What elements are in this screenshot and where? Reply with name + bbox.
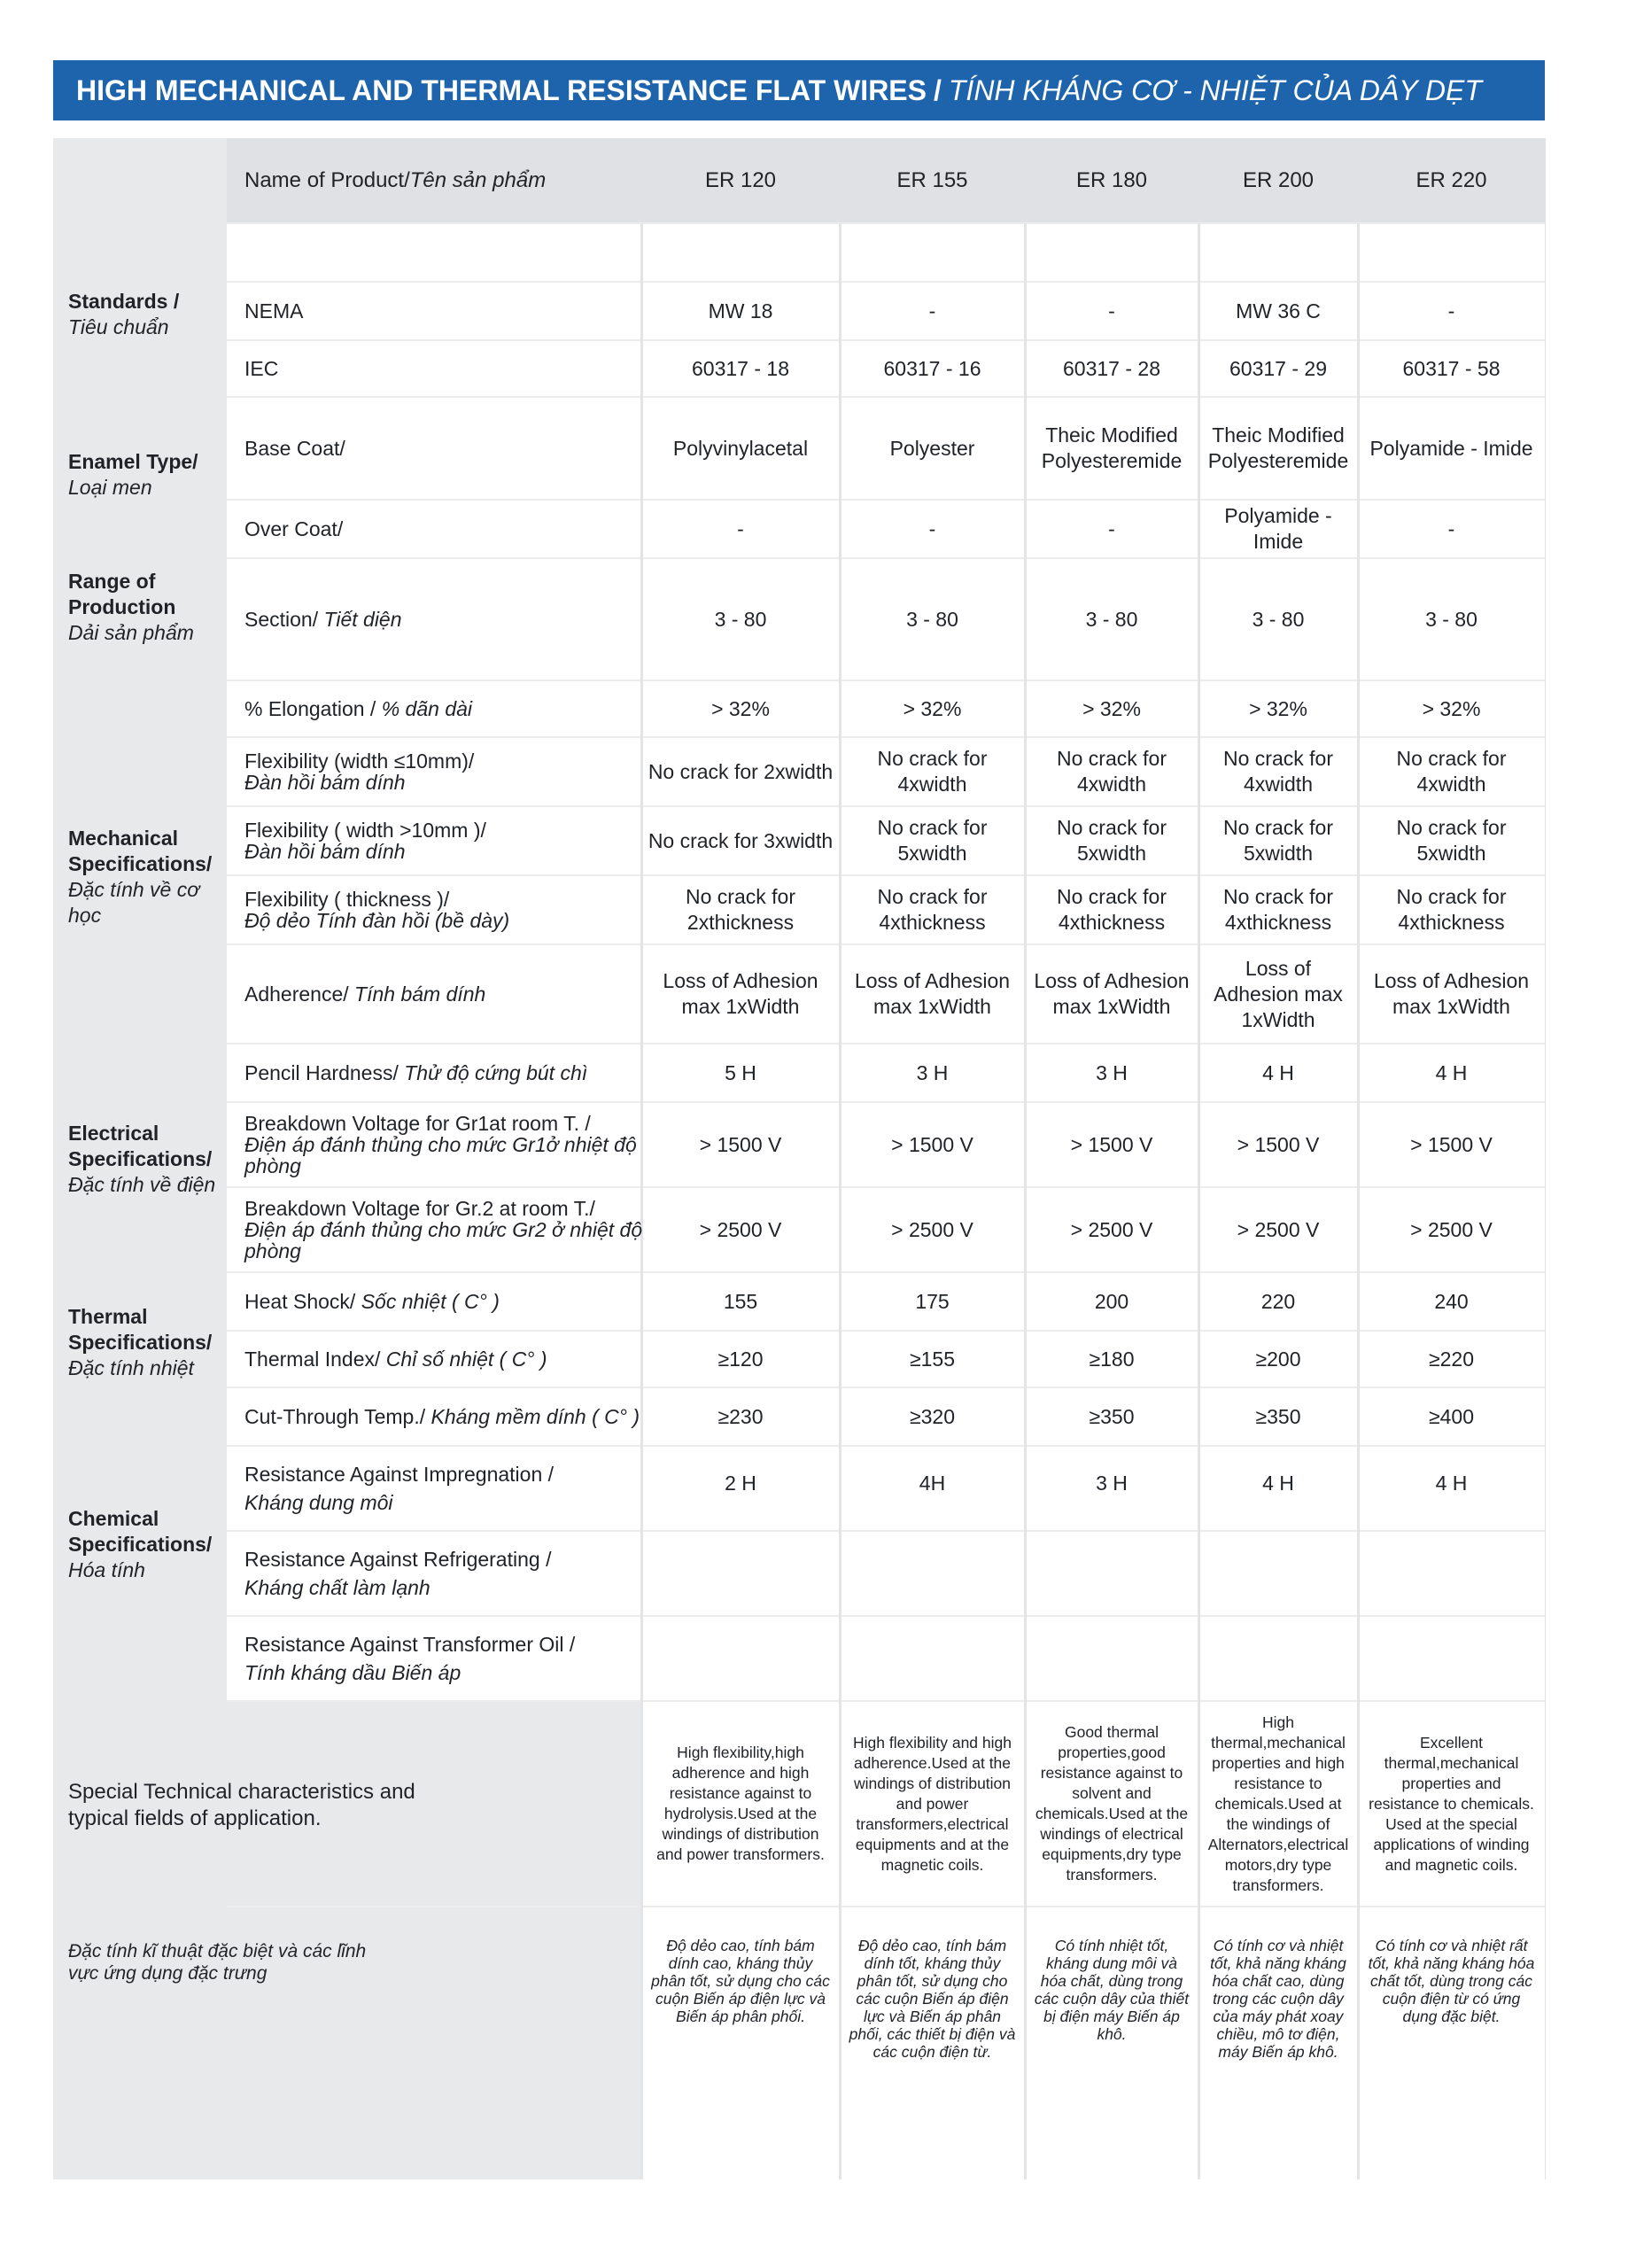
spec-value: No crack for 4xwidth [1057, 747, 1167, 796]
category-enamel-en: Enamel Type/ [68, 450, 198, 473]
spec-value [641, 1616, 840, 1701]
category-enamel-vi: Loại men [68, 476, 152, 499]
title-en: HIGH MECHANICAL AND THERMAL RESISTANCE FLAT WIRES [76, 74, 927, 106]
spec-value: 4 H [1435, 1472, 1468, 1495]
category-standards [68, 289, 228, 340]
spec-value: > 32% [1422, 696, 1481, 720]
row-label [244, 737, 652, 806]
spec-value: Loss of Adhesion max 1xWidth [663, 969, 818, 1018]
row-label-en: Resistance Against Transformer Oil / [244, 1633, 576, 1656]
spec-value: 4H [919, 1472, 946, 1495]
row-label-line [244, 1198, 652, 1219]
row-label [244, 944, 652, 1044]
spec-value: ≥180 [1089, 1347, 1135, 1371]
spec-value: - [737, 517, 744, 540]
spec-value: > 2500 V [891, 1217, 973, 1241]
row-label-vi: Tiết diện [323, 608, 402, 631]
spec-value: Theic Modified Polyesteremide [1207, 423, 1349, 472]
spec-value: 5 H [725, 1060, 756, 1084]
row-label-line [244, 1113, 652, 1134]
product-header: ER 180 [1075, 168, 1148, 192]
spec-value: No crack for 4xthickness [1223, 885, 1333, 934]
spec-value: No crack for 4xthickness [1396, 885, 1507, 934]
row-label-line [244, 1062, 652, 1084]
row-label-vi: Kháng dung môi [244, 1491, 393, 1514]
category-chemical-vi: Hóa tính [68, 1558, 145, 1581]
row-label-line [244, 983, 652, 1005]
spec-value: > 1500 V [891, 1132, 973, 1156]
row-label-en: Base Coat/ [244, 437, 345, 460]
row-label-en: IEC [244, 357, 279, 380]
spec-value: 175 [915, 1289, 950, 1313]
spec-value: > 32% [711, 696, 770, 720]
row-label-line [244, 750, 652, 772]
row-label-vi: Điện áp đánh thủng cho mức Gr2 ở nhiệt độ phòng [244, 1218, 643, 1262]
row-label [244, 1102, 652, 1187]
spec-value [641, 1531, 840, 1616]
spec-value: ≥220 [1429, 1347, 1474, 1371]
row-label-en: NEMA [244, 299, 304, 322]
row-label-line [244, 518, 652, 540]
special-label-vi: Đặc tính kĩ thuật đặc biệt và các lĩnh vực ứng dụng đặc trưng [68, 1941, 367, 1984]
row-label-vi: Tính kháng dầu Biến áp [244, 1661, 461, 1684]
row-label [244, 558, 652, 680]
row-label-vi: Đàn hồi bám dính [244, 840, 406, 863]
spec-value: 3 H [1096, 1472, 1128, 1495]
spec-value: ≥155 [910, 1347, 955, 1371]
row-label [244, 282, 652, 340]
spec-value: Loss of Adhesion max 1xWidth [1214, 956, 1343, 1031]
spec-value [1358, 1531, 1545, 1616]
spec-value: 155 [723, 1289, 758, 1313]
category-electrical-en: Electrical Specifications/ [68, 1122, 213, 1170]
row-label [244, 1531, 652, 1616]
spec-value: 3 - 80 [1252, 607, 1305, 631]
special-characteristic-en: Excellent thermal,mechanical properties and resistance to chemicals. Used at the special applications of winding and magnetic coils. [1369, 1733, 1534, 1874]
row-label-line [244, 609, 652, 630]
spec-value: > 1500 V [1070, 1132, 1153, 1156]
spec-value: 240 [1434, 1289, 1469, 1313]
row-label [244, 1616, 652, 1701]
spec-value: 3 - 80 [714, 607, 767, 631]
spec-value: 4 H [1262, 1472, 1294, 1495]
category-thermal-en: Thermal Specifications/ [68, 1305, 213, 1354]
spec-value: No crack for 3xwidth [648, 828, 834, 852]
spec-value: - [1447, 299, 1455, 322]
spec-value: No crack for 4xthickness [1057, 885, 1167, 934]
spec-value: No crack for 5xwidth [877, 816, 988, 865]
category-enamel [68, 449, 228, 501]
special-characteristic-vi: Có tính cơ và nhiệt tốt, khả năng kháng hóa chất cao, dùng trong các cuộn dây của máy phát xoay chiều, mô tơ điện, máy Biến áp khô. [1210, 1937, 1346, 2061]
row-label-line: % Elongation / % dãn dài [244, 697, 473, 720]
spec-value: > 1500 V [699, 1132, 782, 1156]
spec-value: 4 H [1435, 1060, 1468, 1084]
spec-value: MW 36 C [1236, 299, 1321, 322]
special-label-en: Special Technical characteristics and typical fields of application. [68, 1780, 415, 1830]
row-label-en: Heat Shock/ [244, 1290, 356, 1313]
row-label-line [244, 1634, 652, 1655]
row-label-vi: Kháng chất làm lạnh [244, 1576, 430, 1599]
spec-value [1198, 1616, 1358, 1701]
row-label-en: Breakdown Voltage for Gr.2 at room T./ [244, 1197, 595, 1220]
spec-value [840, 1531, 1025, 1616]
row-label-line [244, 1464, 652, 1485]
spec-value: 200 [1094, 1289, 1129, 1313]
spec-value: Polyvinylacetal [672, 436, 809, 460]
spec-value: 60317 - 16 [883, 356, 981, 380]
special-characteristic-en: High thermal,mechanical properties and high resistance to chemicals.Used at the windings of Alternators,electrical motors,dry type transformers. [1207, 1713, 1349, 1894]
spec-value: > 32% [903, 696, 962, 720]
row-label-en: Flexibility (width ≤10mm)/ [244, 750, 475, 773]
spec-value [1025, 1531, 1198, 1616]
row-label [244, 1187, 652, 1272]
spec-value: Polyamide - Imide [1369, 436, 1533, 460]
spec-value: - [1447, 517, 1455, 540]
product-name-label-en: Name of Product [244, 168, 405, 192]
row-label [244, 1044, 652, 1102]
spec-value: 4 H [1262, 1060, 1294, 1084]
spec-value: - [1108, 517, 1115, 540]
spec-value: 3 H [916, 1060, 949, 1084]
row-label-line [244, 358, 652, 379]
row-label [244, 875, 652, 944]
row-label-vi: Tính bám dính [354, 983, 486, 1006]
category-range [68, 569, 228, 646]
category-range-vi: Dải sản phẩm [68, 621, 194, 644]
spec-value: 60317 - 58 [1402, 356, 1501, 380]
spec-value: > 1500 V [1237, 1132, 1320, 1156]
category-electrical [68, 1121, 228, 1198]
spec-value [1358, 1616, 1545, 1701]
special-characteristic-en: High flexibility and high adherence.Used at the windings of distribution and power transformers,electrical equipments and at the magnetic coils. [853, 1733, 1012, 1874]
category-mechanical-en: Mechanical Specifications/ [68, 827, 213, 875]
row-label-line [244, 1406, 652, 1427]
row-label-vi: Kháng mềm dính ( C° ) [430, 1405, 640, 1428]
row-label [244, 1272, 652, 1331]
row-label-line [244, 1549, 652, 1570]
row-label [244, 680, 652, 737]
row-label-line [244, 819, 652, 841]
row-label-vi: Độ dẻo Tính đàn hồi (bề dày) [244, 909, 510, 932]
spec-value [840, 1616, 1025, 1701]
category-mechanical-vi: Đặc tính về cơ học [68, 878, 200, 927]
spec-value: No crack for 5xwidth [1057, 816, 1167, 865]
spec-value: 3 - 80 [906, 607, 958, 631]
spec-value: No crack for 4xwidth [1223, 747, 1333, 796]
row-label-en: Section/ [244, 608, 319, 631]
row-label-vi: Sốc nhiệt ( C° ) [361, 1290, 500, 1313]
spec-value: 60317 - 29 [1229, 356, 1327, 380]
spec-value: No crack for 4xthickness [877, 885, 988, 934]
spec-value: ≥350 [1089, 1404, 1135, 1428]
spec-value: Polyamide - Imide [1224, 504, 1332, 553]
spec-value: - [1108, 299, 1115, 322]
spec-value: ≥400 [1429, 1404, 1474, 1428]
row-label-vi: Đàn hồi bám dính [244, 771, 406, 794]
spec-value: Loss of Adhesion max 1xWidth [854, 969, 1011, 1018]
row-label-vi: % dãn dài [381, 697, 473, 720]
row-label [244, 500, 652, 558]
special-characteristic-vi: Có tính cơ và nhiệt rất tốt, khả năng kháng hóa chất tốt, dùng trong các cuộn điện từ có ứng dụng đặc biệt. [1368, 1937, 1535, 2025]
spec-value [1198, 1531, 1358, 1616]
spec-value: 3 H [1096, 1060, 1128, 1084]
spec-value: - [928, 517, 936, 540]
row-label-en: Thermal Index/ [244, 1348, 381, 1371]
row-label-en: % Elongation [244, 697, 365, 720]
row-label-vi: Thử độ cứng bút chì [404, 1061, 588, 1084]
category-thermal-vi: Đặc tính nhiệt [68, 1356, 194, 1379]
row-label-line [244, 1348, 652, 1370]
spec-value: > 2500 V [1070, 1217, 1153, 1241]
row-label [244, 1331, 652, 1387]
category-chemical [68, 1506, 228, 1583]
special-characteristic-en: High flexibility,high adherence and high resistance against to hydrolysis.Used at the windings of distribution and power transformers. [656, 1744, 825, 1863]
row-label [244, 397, 652, 500]
spec-value: Loss of Adhesion max 1xWidth [1373, 969, 1530, 1018]
row-label-en: Flexibility ( width >10mm )/ [244, 819, 486, 842]
spec-value: ≥200 [1255, 1347, 1301, 1371]
title-separator: / [933, 74, 942, 106]
spec-value: ≥320 [910, 1404, 955, 1428]
spec-value: 60317 - 18 [692, 356, 789, 380]
product-header: ER 200 [1242, 168, 1315, 192]
category-electrical-vi: Đặc tính về điện [68, 1173, 216, 1196]
spec-value: No crack for 4xwidth [877, 747, 988, 796]
spec-value: > 2500 V [1237, 1217, 1320, 1241]
row-label [244, 340, 652, 397]
row-label-en: Resistance Against Refrigerating / [244, 1548, 552, 1571]
row-label-en: Pencil Hardness/ [244, 1061, 399, 1084]
row-label-en: Adherence/ [244, 983, 349, 1006]
title-vi: TÍNH KHÁNG CƠ - NHIỆT CỦA DÂY DẸT [948, 74, 1482, 106]
row-label-vi: Điện áp đánh thủng cho mức Gr1ở nhiệt độ phòng [244, 1133, 637, 1177]
row-label-line [244, 889, 652, 910]
row-label-line [244, 300, 652, 322]
spec-value: No crack for 5xwidth [1223, 816, 1333, 865]
spec-value: 2 H [725, 1472, 756, 1495]
row-label-en: Flexibility ( thickness )/ [244, 888, 450, 911]
table-right-border [1545, 138, 1546, 2179]
category-standards-vi: Tiêu chuẩn [68, 315, 169, 338]
row-label [244, 1446, 652, 1531]
category-mechanical [68, 826, 228, 928]
row-label-en: Cut-Through Temp./ [244, 1405, 426, 1428]
spec-value: 3 - 80 [1425, 607, 1477, 631]
spec-value: ≥120 [717, 1347, 764, 1371]
spec-value: - [928, 299, 936, 322]
spec-value: No crack for 2xwidth [648, 759, 834, 783]
row-label-vi: Chỉ số nhiệt ( C° ) [385, 1348, 547, 1371]
row-label-en: Breakdown Voltage for Gr1at room T. / [244, 1112, 591, 1135]
spec-value: 60317 - 28 [1063, 356, 1160, 380]
category-chemical-en: Chemical Specifications/ [68, 1507, 213, 1556]
spec-value: Polyester [889, 436, 975, 460]
product-header: ER 120 [704, 168, 777, 192]
product-name-label: Name of Product / Tên sản phẩm [244, 168, 547, 192]
row-label-line [244, 438, 652, 459]
special-characteristic-vi: Độ dẻo cao, tính bám dính tốt, kháng thủy phân tốt, sử dụng cho các cuộn Biến áp điện lực và Biến áp phân phối, các thiết bị điện và các cuộn điện từ. [849, 1937, 1016, 2061]
category-thermal [68, 1304, 228, 1381]
special-characteristic-vi: Độ dẻo cao, tính bám dính cao, kháng thủy phân tốt, sử dụng cho các cuộn Biến áp điện lực và Biến áp phân phối. [651, 1937, 830, 2025]
special-characteristic-en: Good thermal properties,good resistance against to solvent and chemicals.Used at the windings of electrical equipments,dry type transformers. [1035, 1723, 1189, 1884]
spec-value: > 2500 V [699, 1217, 782, 1241]
spec-value: Loss of Adhesion max 1xWidth [1034, 969, 1190, 1018]
product-header: ER 220 [1415, 168, 1487, 192]
row-label-line [244, 1291, 652, 1312]
spec-value: 220 [1260, 1289, 1296, 1313]
spec-value: ≥230 [717, 1404, 764, 1428]
category-range-en: Range of Production [68, 570, 176, 618]
spec-value: No crack for 2xthickness [686, 885, 795, 934]
row-label [244, 1387, 652, 1446]
row-label-en: Over Coat/ [244, 517, 344, 540]
row-label [244, 806, 652, 875]
spec-value: > 1500 V [1410, 1132, 1493, 1156]
spec-value: No crack for 5xwidth [1396, 816, 1507, 865]
special-characteristic-vi: Có tính nhiệt tốt, kháng dung môi và hóa chất, dùng trong các cuộn dây của thiết bị điện máy Biến áp khô. [1034, 1937, 1190, 2043]
category-standards-en: Standards / [68, 290, 180, 313]
spec-value: > 32% [1249, 696, 1307, 720]
spec-value: ≥350 [1255, 1404, 1301, 1428]
spec-value: No crack for 4xwidth [1396, 747, 1507, 796]
spec-value: > 32% [1082, 696, 1141, 720]
title-banner [53, 60, 1545, 120]
row-label-en: Resistance Against Impregnation / [244, 1463, 555, 1486]
spec-value: > 2500 V [1410, 1217, 1493, 1241]
spec-value: 3 - 80 [1085, 607, 1138, 631]
spec-value: MW 18 [708, 299, 773, 322]
product-name-label-vi: Tên sản phẩm [409, 168, 547, 192]
spec-value [1025, 1616, 1198, 1701]
product-header: ER 155 [896, 168, 968, 192]
spec-value: Theic Modified Polyesteremide [1041, 423, 1183, 472]
